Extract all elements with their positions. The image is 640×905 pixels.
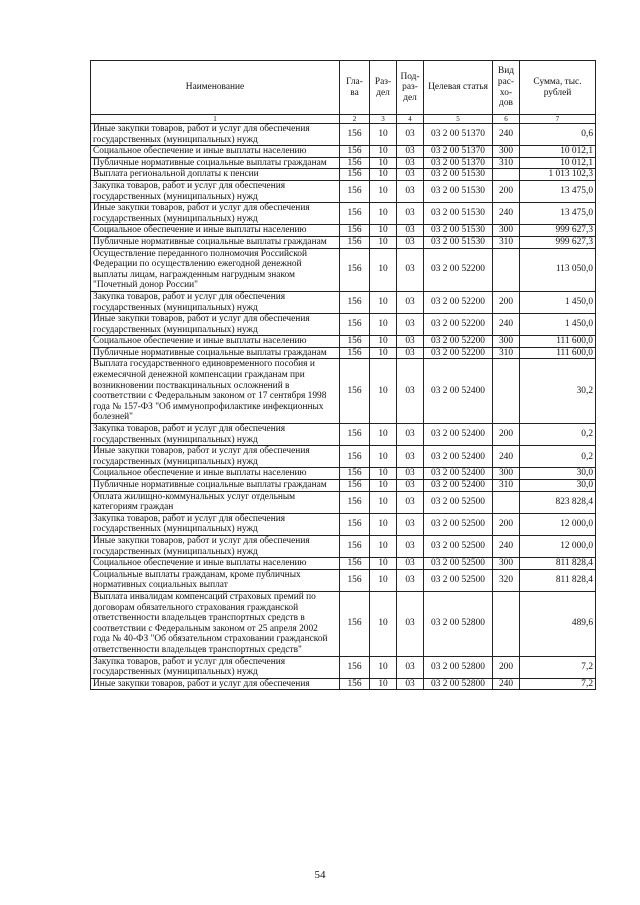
row-subsection: 03 xyxy=(397,656,424,678)
budget-table xyxy=(90,60,596,690)
row-chapter: 156 xyxy=(340,424,370,446)
row-chapter: 156 xyxy=(340,491,370,513)
table-row xyxy=(91,656,596,678)
table-row xyxy=(91,236,596,248)
row-expense: 310 xyxy=(493,480,520,492)
row-subsection: 03 xyxy=(397,678,424,690)
row-amount: 30,2 xyxy=(520,359,596,424)
row-target: 03 2 00 52200 xyxy=(424,248,493,291)
row-name: Закупка товаров, работ и услуг для обеспечения государственных (муниципальных) нужд xyxy=(91,424,340,446)
row-amount: 111 600,0 xyxy=(520,336,596,348)
row-name: Закупка товаров, работ и услуг для обеспечения государственных (муниципальных) нужд xyxy=(91,291,340,313)
header-subsection: Под-раз-дел xyxy=(397,61,424,115)
row-section: 10 xyxy=(370,203,397,225)
row-subsection: 03 xyxy=(397,157,424,169)
row-section: 10 xyxy=(370,248,397,291)
table-row xyxy=(91,558,596,570)
row-target: 03 2 00 52200 xyxy=(424,347,493,359)
table-row xyxy=(91,124,596,146)
table-row xyxy=(91,424,596,446)
row-amount: 823 828,4 xyxy=(520,491,596,513)
row-amount: 13 475,0 xyxy=(520,180,596,202)
row-chapter: 156 xyxy=(340,591,370,656)
row-section: 10 xyxy=(370,558,397,570)
row-section: 10 xyxy=(370,468,397,480)
table-row xyxy=(91,291,596,313)
row-section: 10 xyxy=(370,336,397,348)
row-target: 03 2 00 52200 xyxy=(424,314,493,336)
row-chapter: 156 xyxy=(340,359,370,424)
row-name: Иные закупки товаров, работ и услуг для обеспечения государственных (муниципальных) нужд xyxy=(91,124,340,146)
row-chapter: 156 xyxy=(340,347,370,359)
row-expense: 200 xyxy=(493,656,520,678)
table-row xyxy=(91,591,596,656)
row-subsection: 03 xyxy=(397,291,424,313)
row-amount: 0,2 xyxy=(520,424,596,446)
row-target: 03 2 00 52500 xyxy=(424,513,493,535)
row-subsection: 03 xyxy=(397,347,424,359)
row-chapter: 156 xyxy=(340,535,370,557)
row-subsection: 03 xyxy=(397,513,424,535)
row-section: 10 xyxy=(370,180,397,202)
row-subsection: 03 xyxy=(397,336,424,348)
row-target: 03 2 00 52200 xyxy=(424,291,493,313)
table-row xyxy=(91,446,596,468)
row-amount: 999 627,3 xyxy=(520,225,596,237)
row-expense: 300 xyxy=(493,146,520,158)
row-subsection: 03 xyxy=(397,446,424,468)
row-section: 10 xyxy=(370,446,397,468)
header-expense: Вид рас-хо-дов xyxy=(493,61,520,115)
row-section: 10 xyxy=(370,535,397,557)
row-chapter: 156 xyxy=(340,468,370,480)
row-expense: 310 xyxy=(493,236,520,248)
row-name: Закупка товаров, работ и услуг для обеспечения государственных (муниципальных) нужд xyxy=(91,656,340,678)
row-section: 10 xyxy=(370,513,397,535)
row-amount: 999 627,3 xyxy=(520,236,596,248)
row-chapter: 156 xyxy=(340,225,370,237)
table-row xyxy=(91,157,596,169)
row-expense: 240 xyxy=(493,678,520,690)
row-target: 03 2 00 52800 xyxy=(424,591,493,656)
table-row xyxy=(91,146,596,158)
table-row xyxy=(91,569,596,591)
row-name: Закупка товаров, работ и услуг для обеспечения государственных (муниципальных) нужд xyxy=(91,180,340,202)
row-section: 10 xyxy=(370,678,397,690)
row-subsection: 03 xyxy=(397,424,424,446)
header-section: Раз-дел xyxy=(370,61,397,115)
row-chapter: 156 xyxy=(340,480,370,492)
row-expense: 200 xyxy=(493,180,520,202)
row-name: Публичные нормативные социальные выплаты гражданам xyxy=(91,480,340,492)
header-name: Наименование xyxy=(91,61,340,115)
row-expense: 200 xyxy=(493,291,520,313)
row-amount: 1 450,0 xyxy=(520,314,596,336)
table-row xyxy=(91,491,596,513)
table-body xyxy=(91,124,596,690)
row-chapter: 156 xyxy=(340,248,370,291)
row-name: Социальные выплаты гражданам, кроме публичных нормативных социальных выплат xyxy=(91,569,340,591)
row-amount: 0,6 xyxy=(520,124,596,146)
row-name: Социальное обеспечение и иные выплаты населению xyxy=(91,146,340,158)
table-row xyxy=(91,225,596,237)
row-chapter: 156 xyxy=(340,336,370,348)
row-amount: 10 012,1 xyxy=(520,157,596,169)
row-amount: 12 000,0 xyxy=(520,513,596,535)
row-chapter: 156 xyxy=(340,203,370,225)
table-row xyxy=(91,359,596,424)
row-chapter: 156 xyxy=(340,446,370,468)
table-row xyxy=(91,180,596,202)
row-chapter: 156 xyxy=(340,656,370,678)
header-amount: Сумма, тыс. рублей xyxy=(520,61,596,115)
table-row xyxy=(91,336,596,348)
row-name: Осуществление переданного полномочия Российской Федерации по осуществлению ежегодной денежной выплаты лицам, награжденным нагрудным знаком "Почетный донор России" xyxy=(91,248,340,291)
row-amount: 489,6 xyxy=(520,591,596,656)
row-subsection: 03 xyxy=(397,314,424,336)
row-section: 10 xyxy=(370,314,397,336)
table-row xyxy=(91,513,596,535)
row-name: Выплата государственного единовременного пособия и ежемесячной денежной компенсации гражданам при возникновении поствакцинальных осложнений в соответствии с Федеральным законом от 17 сентября 1998 года № 157-ФЗ "Об иммунопрофилактике инфекционных болезней" xyxy=(91,359,340,424)
budget-table-container xyxy=(90,60,595,690)
row-target: 03 2 00 52800 xyxy=(424,656,493,678)
row-subsection: 03 xyxy=(397,591,424,656)
row-target: 03 2 00 51370 xyxy=(424,157,493,169)
row-expense xyxy=(493,359,520,424)
row-section: 10 xyxy=(370,124,397,146)
row-expense xyxy=(493,248,520,291)
row-subsection: 03 xyxy=(397,203,424,225)
row-amount: 7,2 xyxy=(520,678,596,690)
row-chapter: 156 xyxy=(340,124,370,146)
row-target: 03 2 00 52400 xyxy=(424,468,493,480)
column-number: 2 xyxy=(340,115,370,124)
row-section: 10 xyxy=(370,225,397,237)
row-amount: 13 475,0 xyxy=(520,203,596,225)
row-expense: 240 xyxy=(493,314,520,336)
row-amount: 7,2 xyxy=(520,656,596,678)
row-target: 03 2 00 51530 xyxy=(424,169,493,181)
row-section: 10 xyxy=(370,569,397,591)
row-expense: 240 xyxy=(493,203,520,225)
table-row xyxy=(91,169,596,181)
row-name: Иные закупки товаров, работ и услуг для обеспечения государственных (муниципальных) нужд xyxy=(91,535,340,557)
row-name: Иные закупки товаров, работ и услуг для обеспечения государственных (муниципальных) нужд xyxy=(91,203,340,225)
row-name: Закупка товаров, работ и услуг для обеспечения государственных (муниципальных) нужд xyxy=(91,513,340,535)
row-amount: 12 000,0 xyxy=(520,535,596,557)
row-target: 03 2 00 51530 xyxy=(424,225,493,237)
row-amount: 10 012,1 xyxy=(520,146,596,158)
row-section: 10 xyxy=(370,491,397,513)
row-chapter: 156 xyxy=(340,678,370,690)
row-expense: 300 xyxy=(493,468,520,480)
column-number: 6 xyxy=(493,115,520,124)
column-number: 5 xyxy=(424,115,493,124)
row-target: 03 2 00 52800 xyxy=(424,678,493,690)
row-chapter: 156 xyxy=(340,169,370,181)
row-expense: 240 xyxy=(493,124,520,146)
table-row xyxy=(91,314,596,336)
row-name: Оплата жилищно-коммунальных услуг отдельным категориям граждан xyxy=(91,491,340,513)
row-name: Иные закупки товаров, работ и услуг для обеспечения государственных (муниципальных) нужд xyxy=(91,314,340,336)
row-name: Публичные нормативные социальные выплаты гражданам xyxy=(91,347,340,359)
row-section: 10 xyxy=(370,480,397,492)
row-amount: 1 013 102,3 xyxy=(520,169,596,181)
row-subsection: 03 xyxy=(397,558,424,570)
row-chapter: 156 xyxy=(340,513,370,535)
row-amount: 1 450,0 xyxy=(520,291,596,313)
table-row xyxy=(91,468,596,480)
table-row xyxy=(91,248,596,291)
row-chapter: 156 xyxy=(340,291,370,313)
row-subsection: 03 xyxy=(397,225,424,237)
row-expense: 320 xyxy=(493,569,520,591)
row-name: Социальное обеспечение и иные выплаты населению xyxy=(91,558,340,570)
row-chapter: 156 xyxy=(340,157,370,169)
row-target: 03 2 00 52400 xyxy=(424,446,493,468)
row-section: 10 xyxy=(370,359,397,424)
row-section: 10 xyxy=(370,157,397,169)
row-target: 03 2 00 52500 xyxy=(424,491,493,513)
row-chapter: 156 xyxy=(340,314,370,336)
row-target: 03 2 00 51370 xyxy=(424,146,493,158)
row-target: 03 2 00 52400 xyxy=(424,424,493,446)
row-amount: 811 828,4 xyxy=(520,569,596,591)
column-number: 1 xyxy=(91,115,340,124)
row-subsection: 03 xyxy=(397,535,424,557)
row-amount: 30,0 xyxy=(520,480,596,492)
row-amount: 111 600,0 xyxy=(520,347,596,359)
row-amount: 0,2 xyxy=(520,446,596,468)
table-row xyxy=(91,678,596,690)
column-number-row xyxy=(91,115,596,124)
table-row xyxy=(91,535,596,557)
row-subsection: 03 xyxy=(397,248,424,291)
row-subsection: 03 xyxy=(397,491,424,513)
row-name: Публичные нормативные социальные выплаты гражданам xyxy=(91,236,340,248)
row-subsection: 03 xyxy=(397,169,424,181)
column-number: 4 xyxy=(397,115,424,124)
table-header-row xyxy=(91,61,596,115)
row-name: Выплата инвалидам компенсаций страховых премий по договорам обязательного страхования гражданской ответственности владельцев транспортных средств в соответствии с Федеральным законом от 25 апреля 2002 года № 40-ФЗ "Об обязательном страховании гражданской ответственности владельцев транспортных средств" xyxy=(91,591,340,656)
row-subsection: 03 xyxy=(397,480,424,492)
row-name: Иные закупки товаров, работ и услуг для обеспечения xyxy=(91,678,340,690)
row-section: 10 xyxy=(370,347,397,359)
row-section: 10 xyxy=(370,656,397,678)
row-expense xyxy=(493,591,520,656)
row-chapter: 156 xyxy=(340,558,370,570)
row-subsection: 03 xyxy=(397,180,424,202)
row-section: 10 xyxy=(370,424,397,446)
header-target: Целевая статья xyxy=(424,61,493,115)
row-name: Выплата региональной доплаты к пенсии xyxy=(91,169,340,181)
row-subsection: 03 xyxy=(397,146,424,158)
row-subsection: 03 xyxy=(397,236,424,248)
column-number: 7 xyxy=(520,115,596,124)
row-target: 03 2 00 52500 xyxy=(424,535,493,557)
row-section: 10 xyxy=(370,591,397,656)
column-number: 3 xyxy=(370,115,397,124)
row-target: 03 2 00 52400 xyxy=(424,480,493,492)
table-row xyxy=(91,480,596,492)
page-number: 54 xyxy=(314,869,326,881)
row-expense: 240 xyxy=(493,535,520,557)
row-subsection: 03 xyxy=(397,569,424,591)
row-chapter: 156 xyxy=(340,146,370,158)
row-amount: 113 050,0 xyxy=(520,248,596,291)
row-name: Социальное обеспечение и иные выплаты населению xyxy=(91,468,340,480)
row-chapter: 156 xyxy=(340,236,370,248)
row-target: 03 2 00 51530 xyxy=(424,180,493,202)
table-row xyxy=(91,203,596,225)
row-name: Социальное обеспечение и иные выплаты населению xyxy=(91,225,340,237)
row-expense: 300 xyxy=(493,336,520,348)
header-chapter: Гла-ва xyxy=(340,61,370,115)
row-section: 10 xyxy=(370,236,397,248)
row-expense xyxy=(493,491,520,513)
row-amount: 30,0 xyxy=(520,468,596,480)
row-subsection: 03 xyxy=(397,124,424,146)
row-name: Иные закупки товаров, работ и услуг для обеспечения государственных (муниципальных) нужд xyxy=(91,446,340,468)
row-expense: 300 xyxy=(493,225,520,237)
row-amount: 811 828,4 xyxy=(520,558,596,570)
row-expense: 200 xyxy=(493,513,520,535)
row-subsection: 03 xyxy=(397,468,424,480)
row-subsection: 03 xyxy=(397,359,424,424)
row-name: Социальное обеспечение и иные выплаты населению xyxy=(91,336,340,348)
row-target: 03 2 00 51530 xyxy=(424,203,493,225)
row-target: 03 2 00 52500 xyxy=(424,569,493,591)
row-expense: 240 xyxy=(493,446,520,468)
row-name: Публичные нормативные социальные выплаты гражданам xyxy=(91,157,340,169)
row-section: 10 xyxy=(370,169,397,181)
table-row xyxy=(91,347,596,359)
row-target: 03 2 00 52500 xyxy=(424,558,493,570)
row-expense: 310 xyxy=(493,157,520,169)
row-target: 03 2 00 52200 xyxy=(424,336,493,348)
row-expense: 200 xyxy=(493,424,520,446)
row-target: 03 2 00 51530 xyxy=(424,236,493,248)
row-target: 03 2 00 51370 xyxy=(424,124,493,146)
row-expense xyxy=(493,169,520,181)
row-target: 03 2 00 52400 xyxy=(424,359,493,424)
row-expense: 300 xyxy=(493,558,520,570)
row-expense: 310 xyxy=(493,347,520,359)
row-section: 10 xyxy=(370,291,397,313)
row-chapter: 156 xyxy=(340,180,370,202)
row-chapter: 156 xyxy=(340,569,370,591)
row-section: 10 xyxy=(370,146,397,158)
